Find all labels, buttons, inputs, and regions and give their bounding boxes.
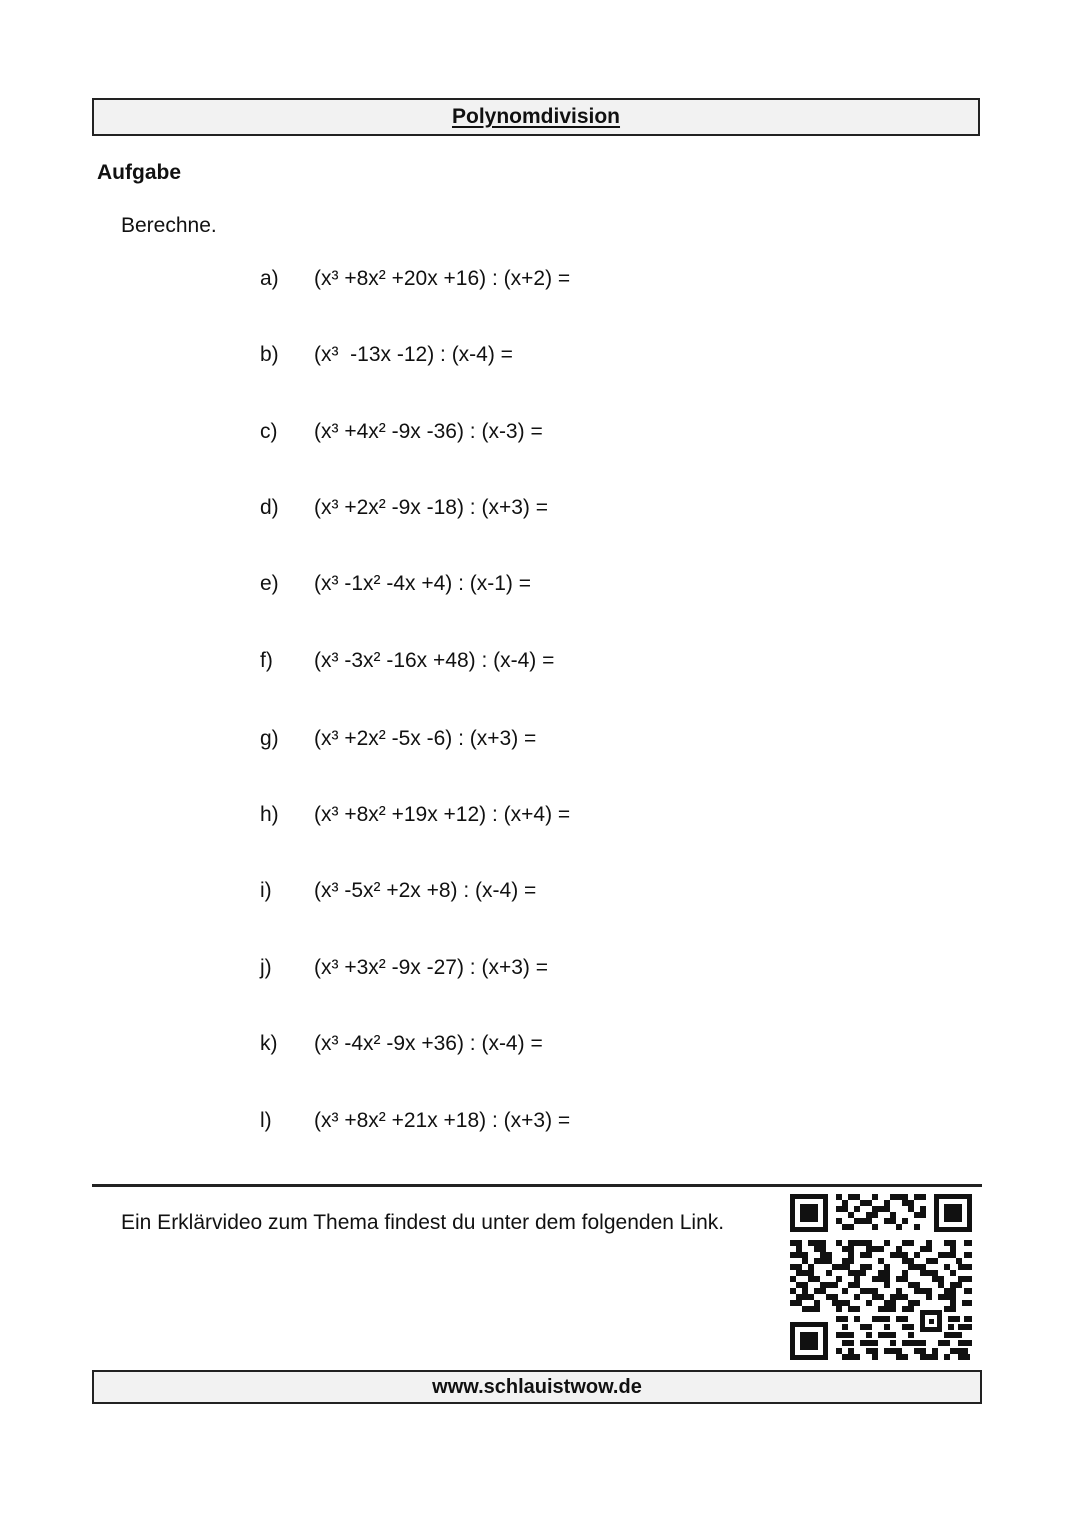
website-link[interactable]: www.schlauistwow.de [432,1375,642,1398]
task-letter: g) [260,727,279,750]
task-item [0,649,700,679]
task-expression: (x³ +8x² +21x +18) : (x+3) = [314,1109,571,1132]
task-item [0,727,700,757]
qr-code-icon[interactable] [788,1192,974,1362]
task-item [0,343,700,373]
task-letter: k) [260,1032,278,1055]
task-item [0,496,700,526]
task-letter: i) [260,879,272,902]
section-label: Aufgabe [97,161,181,184]
task-letter: a) [260,267,279,290]
page-title: Polynomdivision [451,105,621,128]
task-item [0,956,700,986]
task-letter: b) [260,343,279,366]
task-letter: c) [260,420,278,443]
task-item [0,1032,700,1062]
title-box [92,98,980,136]
task-letter: h) [260,803,279,826]
instruction-text: Berechne. [121,214,217,237]
task-expression: (x³ -4x² -9x +36) : (x-4) = [314,1032,543,1055]
video-note: Ein Erklärvideo zum Thema findest du unter dem folgenden Link. [121,1211,725,1234]
url-box [92,1370,982,1404]
task-letter: e) [260,572,279,595]
task-expression: (x³ -5x² +2x +8) : (x-4) = [314,879,537,902]
task-letter: f) [260,649,273,672]
task-expression: (x³ -3x² -16x +48) : (x-4) = [314,649,555,672]
task-item [0,1109,700,1139]
task-expression: (x³ -13x -12) : (x-4) = [314,343,513,366]
task-item [0,572,700,602]
task-expression: (x³ +8x² +20x +16) : (x+2) = [314,267,571,290]
task-expression: (x³ +2x² -9x -18) : (x+3) = [314,496,548,519]
task-letter: d) [260,496,279,519]
task-item [0,267,700,297]
task-expression: (x³ -1x² -4x +4) : (x-1) = [314,572,532,595]
task-item [0,803,700,833]
footer-divider [92,1184,982,1187]
task-expression: (x³ +2x² -5x -6) : (x+3) = [314,727,537,750]
task-expression: (x³ +8x² +19x +12) : (x+4) = [314,803,571,826]
task-letter: l) [260,1109,272,1132]
task-item [0,420,700,450]
task-letter: j) [260,956,272,979]
task-expression: (x³ +3x² -9x -27) : (x+3) = [314,956,548,979]
task-item [0,879,700,909]
task-expression: (x³ +4x² -9x -36) : (x-3) = [314,420,543,443]
